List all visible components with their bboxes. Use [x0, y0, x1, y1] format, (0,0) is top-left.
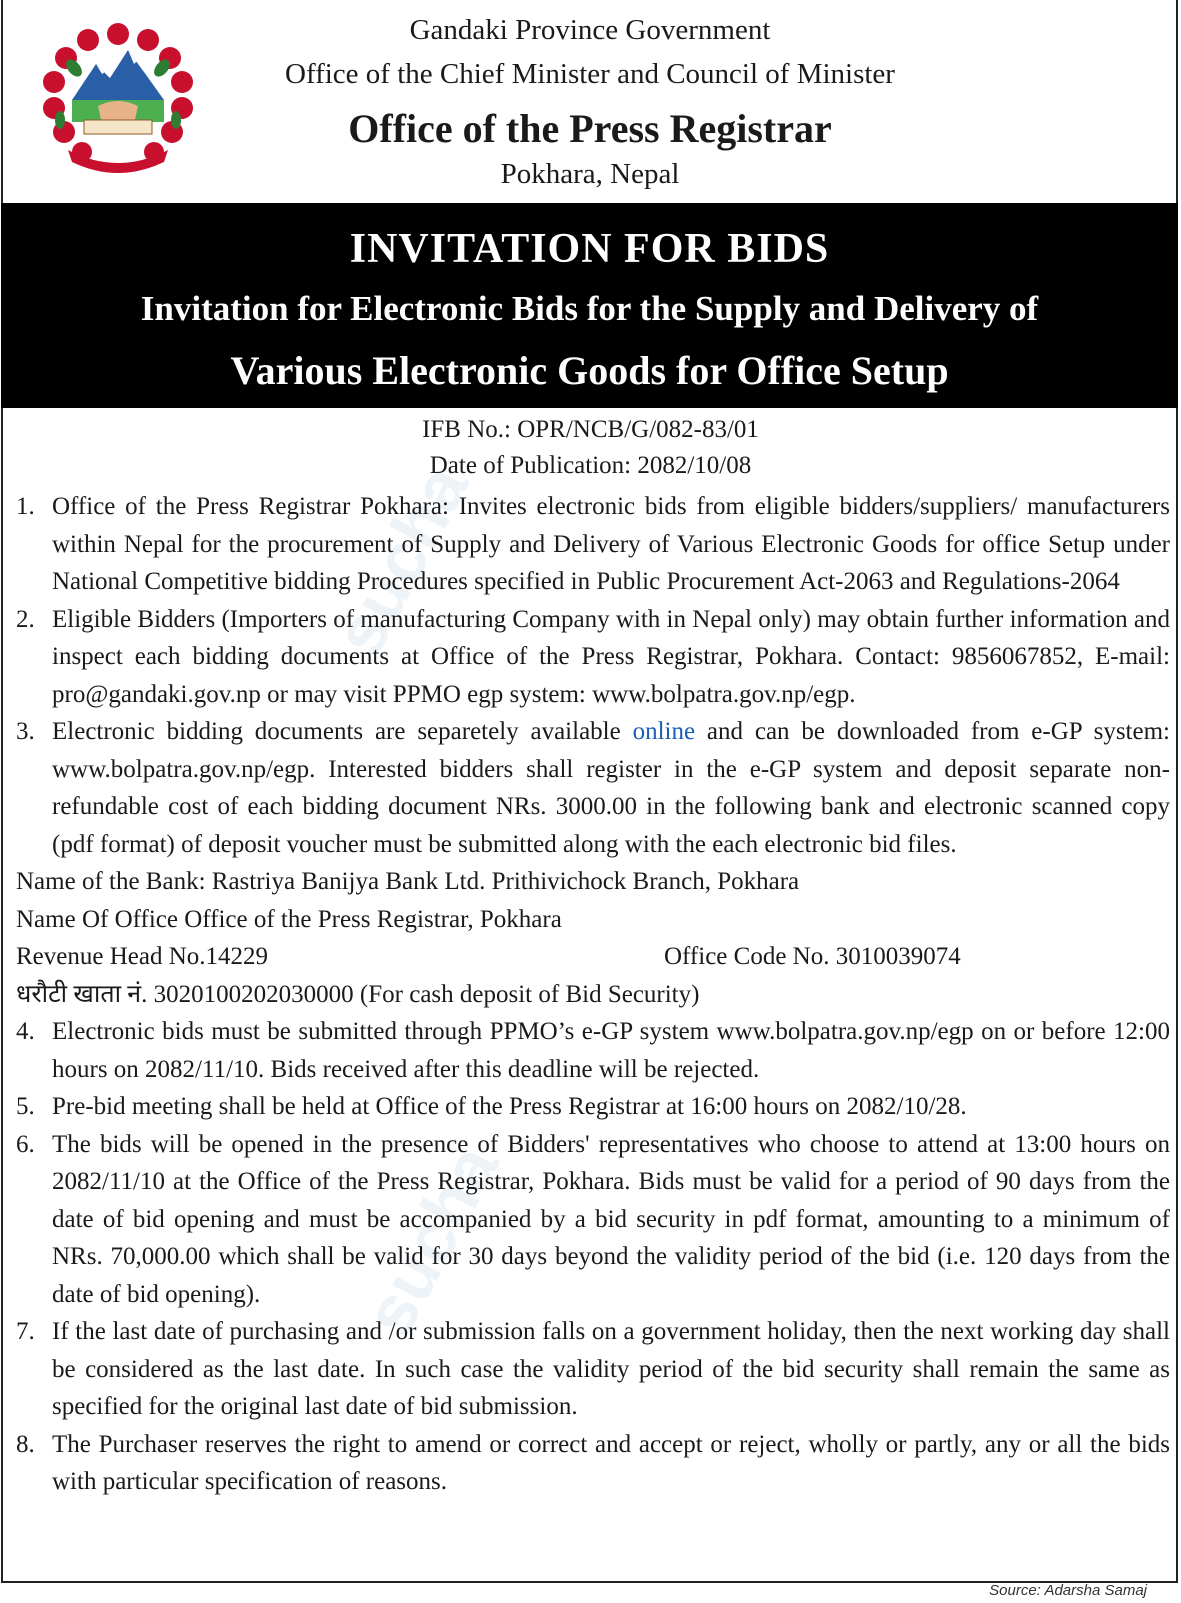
revenue-row: [16, 938, 1170, 976]
item-number: 1.: [16, 493, 35, 520]
ministry-name: Office of the Chief Minister and Council of Minister: [285, 58, 895, 90]
item-text: The Purchaser reserves the right to amend or correct and accept or reject, wholly or partly, any or all the bids with particular specification of reasons.: [52, 1430, 1170, 1495]
government-name: Gandaki Province Government: [409, 14, 771, 46]
list-item: [16, 1088, 1170, 1126]
notice-subtitle-line2: Various Electronic Goods for Office Setup: [230, 348, 949, 393]
office-code: Office Code No. 3010039074: [664, 943, 961, 970]
notice-body: [16, 488, 1170, 1501]
revenue-head: Revenue Head No.14229: [16, 943, 269, 970]
source-credit: Source: Adarsha Samaj: [989, 1582, 1147, 1599]
bank-name: Name of the Bank: Rastriya Banijya Bank Ltd. Prithivichock Branch, Pokhara: [16, 868, 800, 895]
item-text: and can be downloaded from e-GP system: www.bolpatra.gov.np/egp. Interested bidders shall register in the e-GP system and deposit separate non-refundable cost of each bidding document NRs. 3000.00 in the following bank and electronic scanned copy (pdf format) of deposit voucher must be submitted along with the each electronic bid files.: [52, 718, 1170, 858]
item-number: 5.: [16, 1093, 35, 1120]
watermark: sucha: [349, 1132, 514, 1348]
ifb-number: IFB No.: OPR/NCB/G/082-83/01: [422, 416, 759, 443]
item-text: Pre-bid meeting shall be held at Office of the Press Registrar at 16:00 hours on 2082/10/28.: [52, 1093, 967, 1120]
office-name: Office of the Press Registrar: [348, 106, 832, 151]
notice-subtitle-line1: Invitation for Electronic Bids for the Supply and Delivery of: [140, 289, 1039, 328]
item-text: Electronic bids must be submitted through PPMO’s e-GP system www.bolpatra.gov.np/egp on or before 12:00 hours on 2082/11/10. Bids received after this deadline will be rejected.: [52, 1018, 1170, 1083]
watermark: sucha: [319, 452, 484, 668]
publication-date: Date of Publication: 2082/10/08: [429, 452, 752, 479]
office-location: Pokhara, Nepal: [500, 158, 680, 190]
item-number: 7.: [16, 1318, 35, 1345]
list-item: [16, 1126, 1170, 1314]
item-text: Office of the Press Registrar Pokhara: Invites electronic bids from eligible bidders/suppliers/ manufacturers within Nepal for the procurement of Supply and Delivery of Various Electronic Goods for office Setup under National Competitive bidding Procedures specified in Public Procurement Act-2063 and Regulations-2064: [52, 493, 1170, 595]
item-number: 2.: [16, 605, 35, 633]
list-item: [16, 601, 1170, 714]
list-item: [16, 713, 1170, 863]
list-item: [16, 1426, 1170, 1501]
item-number: 4.: [16, 1018, 35, 1045]
title-banner: [1, 203, 1178, 408]
item-text: Electronic bidding documents are separetely available: [52, 718, 633, 745]
list-item: [16, 488, 1170, 601]
deposit-account: धरौटी खाता नं. 3020100202030000 (For cash deposit of Bid Security): [16, 980, 700, 1008]
item-number: 6.: [16, 1130, 35, 1158]
list-item: [16, 1313, 1170, 1426]
bank-office-name: Name Of Office Office of the Press Registrar, Pokhara: [16, 905, 562, 933]
item-text: If the last date of purchasing and /or submission falls on a government holiday, then the next working day shall be considered as the last date. In such case the validity period of the bid security shall remain the same as specified for the original last date of bid submission.: [52, 1318, 1170, 1420]
item-text: The bids will be opened in the presence of Bidders' representatives who choose to attend at 13:00 hours on 2082/11/10 at the Office of the Press Registrar, Pokhara. Bids must be valid for a period of 90 days from the date of bid opening and must be accompanied by a bid security in pdf format, amounting to a minimum of NRs. 70,000.00 which shall be valid for 30 days beyond the validity period of the bid (i.e. 120 days from the date of bid opening).: [52, 1130, 1170, 1308]
item-number: 8.: [16, 1430, 35, 1458]
nepal-emblem-icon: [38, 20, 198, 180]
item-text: Eligible Bidders (Importers of manufacturing Company with in Nepal only) may obtain further information and inspect each bidding documents at Office of the Press Registrar, Pokhara. Contact: 9856067852, E-mail: pro@gandaki.gov.np or may visit PPMO egp system: www.bolpatra.gov.np/egp.: [52, 605, 1170, 708]
list-item: [16, 1013, 1170, 1088]
notice-title: INVITATION FOR BIDS: [349, 226, 830, 272]
item-number: 3.: [16, 718, 35, 745]
online-link[interactable]: online: [632, 718, 696, 745]
